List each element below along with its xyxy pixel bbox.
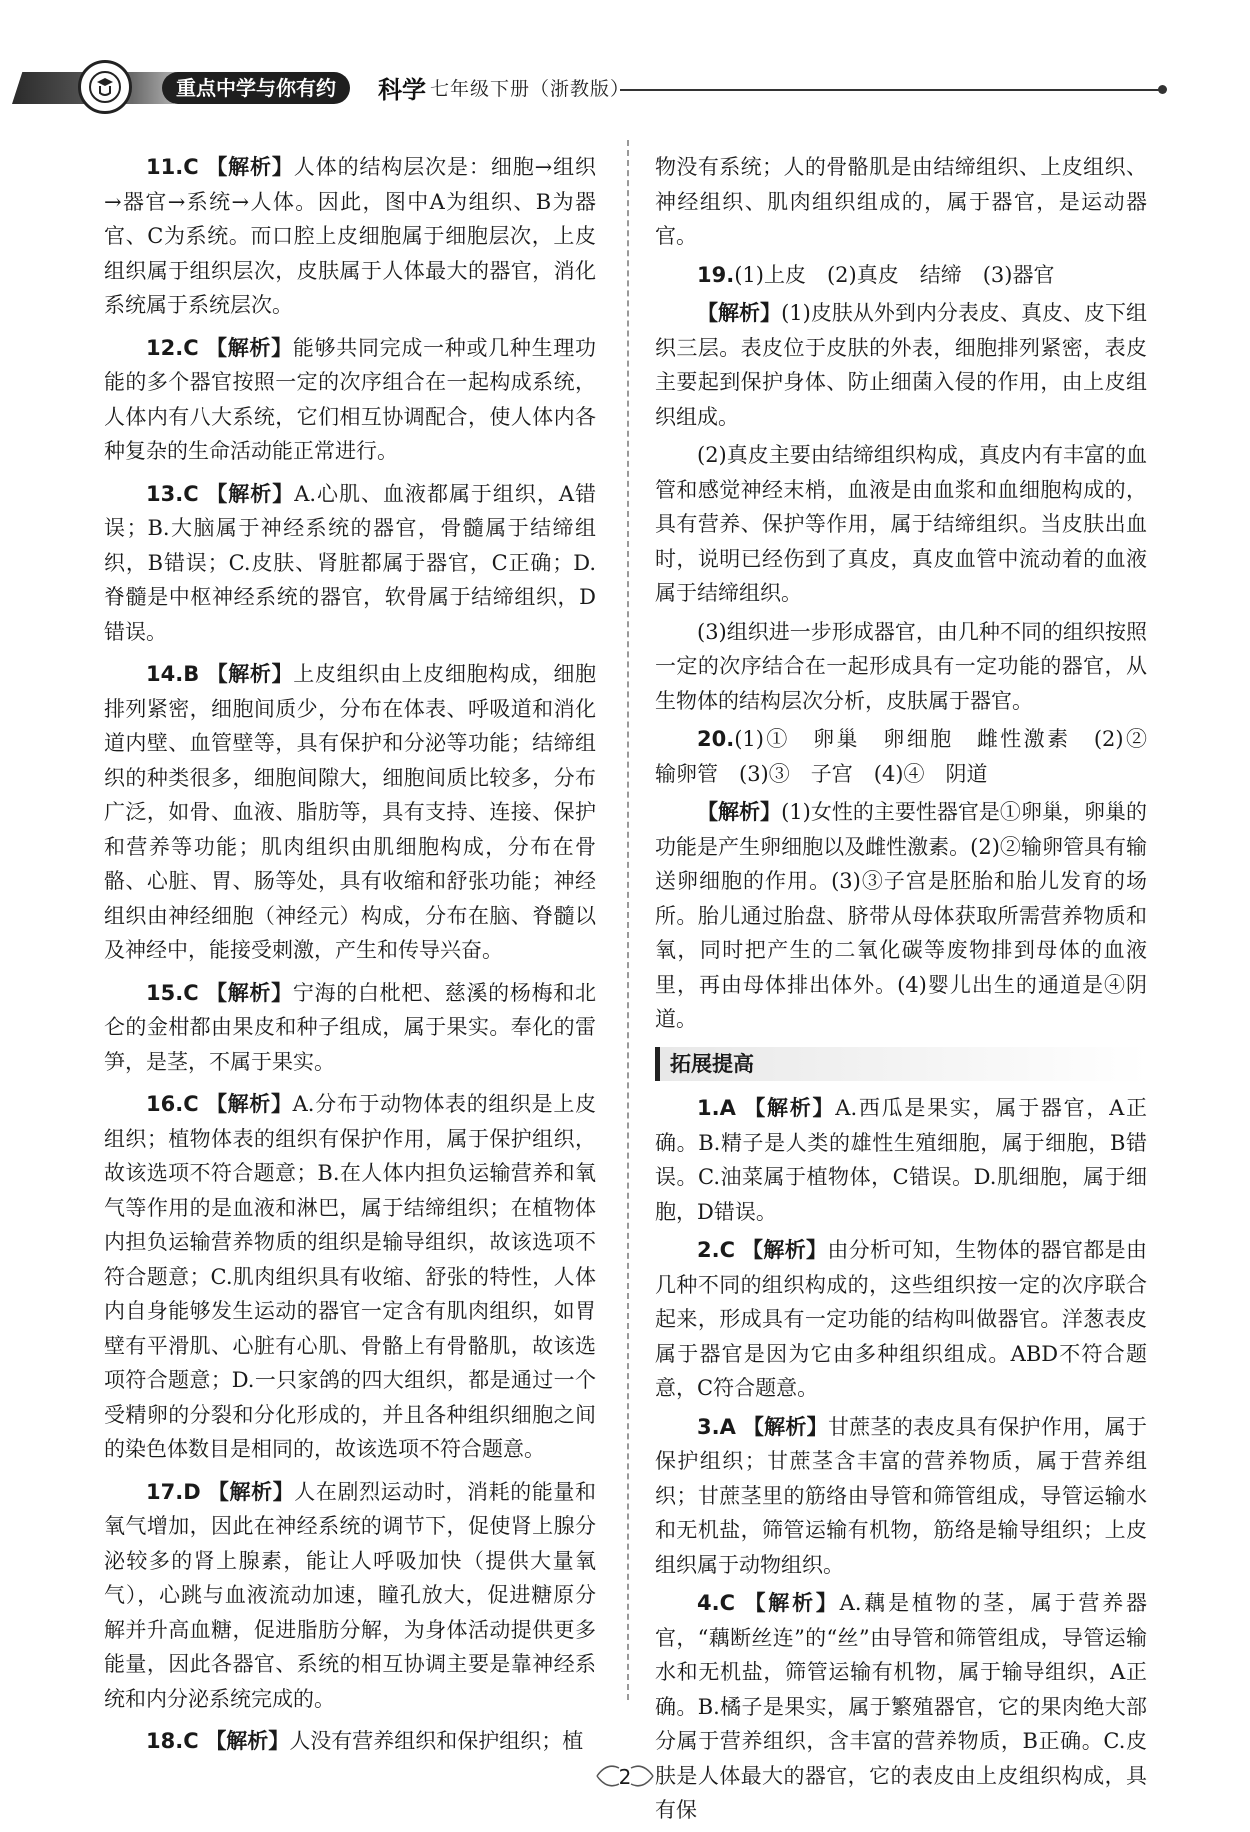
answer-item: 1.A 【解析】A.西瓜是果实，属于器官，A正确。B.精子是人类的雄性生殖细胞，属于细胞，B错误。C.油菜属于植物体，C错误。D.肌细胞，属于细胞，D错误。 (655, 1096, 1148, 1224)
page-header (0, 60, 1250, 120)
header-rule-dot (1158, 85, 1167, 94)
answer-item: 4.C 【解析】A.藕是植物的茎，属于营养器官，“藕断丝连”的“丝”由导管和筛管组成，导管运输水和无机盐，筛管运输有机物，属于输导组织，A正确。B.橘子是果实，属于繁殖器官，它的果肉绝大部分属于营养组织，含丰富的营养物质，B正确。C.皮肤是人体最大的器官，它的表皮由上皮组织构成，具有保 (655, 1591, 1147, 1822)
answer-item: 12.C 【解析】能够共同完成一种或几种生理功能的多个器官按照一定的次序组合在一起构成系统，人体内有八大系统，它们相互协调配合，使人体内各种复杂的生命活动能正常进行。 (104, 335, 597, 463)
answer-item: 11.C 【解析】人体的结构层次是：细胞→组织→器官→系统→人体。因此，图中A为组织、B为器官、C为系统。而口腔上皮细胞属于细胞层次，上皮组织属于组织层次，皮肤属于人体最大的器官，消化系统属于系统层次。 (104, 155, 596, 317)
answer-explanation: (3)组织进一步形成器官，由几种不同的组织按照一定的次序结合在一起形成具有一定功能的器官，从生物体的结构层次分析，皮肤属于器官。 (655, 619, 1147, 713)
answer-item: 20.(1)① 卵巢 卵细胞 雌性激素 (2)② 输卵管 (3)③ 子宫 (4)④ 阴道 (655, 727, 1168, 786)
answer-item: 2.C 【解析】由分析可知，生物体的器官都是由几种不同的组织构成的，这些组织按一定的次序联合起来，形成具有一定功能的结构叫做器官。洋葱表皮属于器官是因为它由多种组织组成。ABD不符合题意，C符合题意。 (655, 1238, 1147, 1400)
school-emblem-icon (78, 60, 132, 114)
header-rule (620, 89, 1160, 91)
answer-item: 14.B 【解析】上皮组织由上皮细胞构成，细胞排列紧密，细胞间质少，分布在体表、呼吸道和消化道内壁、血管壁等，具有保护和分泌等功能；结缔组织的种类很多，细胞间隙大，细胞间质比较多，分布广泛，如骨、血液、脂肪等，具有支持、连接、保护和营养等功能；肌肉组织由肌细胞构成，分布在骨骼、心脏、胃、肠等处，具有收缩和舒张功能；神经组织由神经细胞（神经元）构成，分布在脑、脊髓以及神经中，能接受刺激，产生和传导兴奋。 (104, 662, 596, 962)
answer-explanation: (2)真皮主要由结缔组织构成，真皮内有丰富的血管和感觉神经末梢，血液是由血浆和血细胞构成的，具有营养、保护等作用，属于结缔组织。当皮肤出血时，说明已经伤到了真皮，真皮血管中流动着的血液属于结缔组织。 (655, 443, 1147, 605)
answer-item: 17.D 【解析】人在剧烈运动时，消耗的能量和氧气增加，因此在神经系统的调节下，促使肾上腺分泌较多的肾上腺素，能让人呼吸加快（提供大量氧气），心跳与血液流动加速，瞳孔放大，促进糖原分解并升高血糖，促进脂肪分解，为身体活动提供更多能量，因此各器官、系统的相互协调主要是靠神经系统和内分泌系统完成的。 (104, 1479, 597, 1711)
answer-item: 16.C 【解析】A.分布于动物体表的组织是上皮组织；植物体表的组织有保护作用，属于保护组织，故该选项不符合题意；B.在人体内担负运输营养和氧气等作用的是血液和淋巴，属于结缔组织；在植物体内担负运输营养物质的组织是输导组织，故该选项不符合题意；C.肌肉组织具有收缩、舒张的特性，人体内自身能够发生运动的器官一定含有肌肉组织，如胃壁有平滑肌、心脏有心肌、骨骼上有骨骼肌，故该选项符合题意；D.一只家鸽的四大组织，都是通过一个受精卵的分裂和分化形成的，并且各种组织细胞之间的染色体数目是相同的，故该选项不符合题意。 (104, 1092, 597, 1461)
answer-item: 15.C 【解析】宁海的白枇杷、慈溪的杨梅和北仑的金柑都由果皮和种子组成，属于果实。奉化的雷笋，是茎，不属于果实。 (104, 980, 597, 1074)
subject-title: 科学 (378, 76, 426, 104)
right-column (655, 150, 1168, 1832)
answer-item: 3.A 【解析】甘蔗茎的表皮具有保护作用，属于保护组织；甘蔗茎含丰富的营养物质，属于营养组织；甘蔗茎里的筋络由导管和筛管组成，导管运输水和无机盐，筛管运输有机物，筋络是输导组织；上皮组织属于动物组织。 (655, 1414, 1147, 1577)
answer-explanation: 【解析】(1)皮肤从外到内分表皮、真皮、皮下组织三层。表皮位于皮肤的外表，细胞排列紧密，表皮主要起到保护身体、防止细菌入侵的作用，由上皮组织组成。 (655, 301, 1148, 429)
grade-title: 七年级下册（浙教版） (430, 78, 631, 100)
left-column (104, 150, 596, 1767)
series-title: 重点中学与你有约 (162, 72, 350, 104)
section-heading: 拓展提高 (655, 1047, 1147, 1082)
answer-item: 19.(1)上皮 (2)真皮 结缔 (3)器官 (697, 262, 1055, 287)
answer-continuation: 物没有系统；人的骨骼肌是由结缔组织、上皮组织、神经组织、肌肉组织组成的，属于器官，是运动器官。 (655, 155, 1147, 248)
column-divider (627, 140, 629, 1700)
answer-item: 18.C 【解析】人没有营养组织和保护组织；植 (146, 1729, 584, 1753)
answer-explanation: 【解析】(1)女性的主要性器官是①卵巢，卵巢的功能是产生卵细胞以及雌性激素。(2)②输卵管具有输送卵细胞的作用。(3)③子宫是胚胎和胎儿发育的场所。胎儿通过胎盘、脐带从母体获取所需营养物质和氧，同时把产生的二氧化碳等废物排到母体的血液里，再由母体排出体外。(4)婴儿出生的通道是④阴道。 (655, 800, 1148, 1031)
answer-item: 13.C 【解析】A.心肌、血液都属于组织，A错误；B.大脑属于神经系统的器官，骨髓属于结缔组织，B错误；C.皮肤、肾脏都属于器官，C正确；D.脊髓是中枢神经系统的器官，软骨属于结缔组织，D错误。 (104, 481, 597, 644)
page-number: 2 (618, 1765, 632, 1789)
